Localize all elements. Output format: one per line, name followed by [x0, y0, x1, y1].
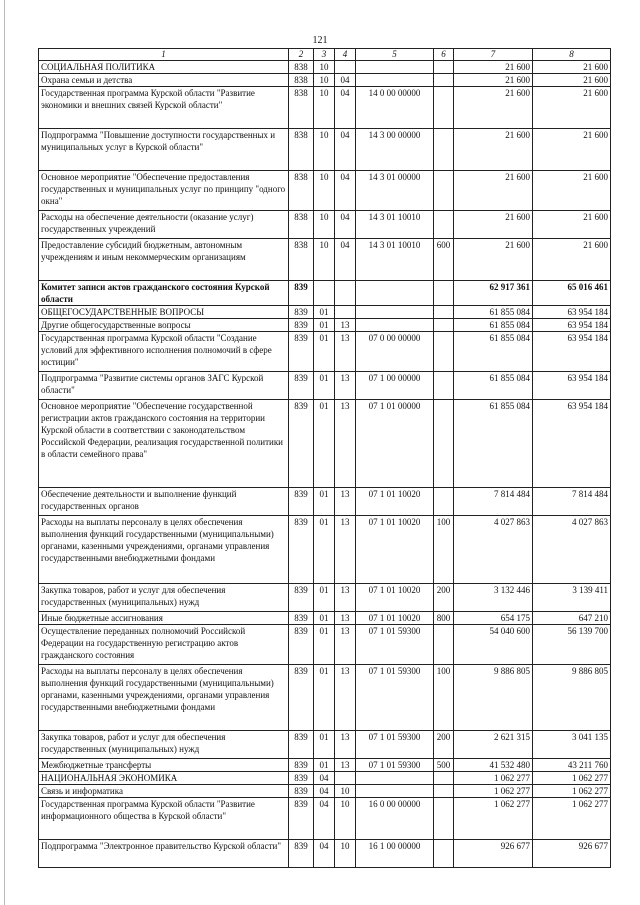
table-row — [39, 211, 611, 239]
table-row — [39, 400, 611, 488]
expense-type-cell — [434, 372, 454, 400]
table-row — [39, 306, 611, 319]
amount-year1-cell: 41 532 480 — [454, 759, 533, 772]
row-name-cell: Основное мероприятие "Обеспечение государственной регистрации актов гражданского состояния на территории Курской области в соответствии с законодательством Российской Федерации, реализация государственной политики в области семейного права" — [39, 400, 289, 488]
subsection-code-cell: 13 — [335, 759, 356, 772]
expense-type-cell — [434, 400, 454, 488]
amount-year1-cell: 21 600 — [454, 129, 533, 171]
amount-year2-cell: 1 062 277 — [533, 785, 611, 798]
subsection-code-cell: 04 — [335, 129, 356, 171]
amount-year2-cell: 63 954 184 — [533, 400, 611, 488]
row-name-cell: ОБЩЕГОСУДАРСТВЕННЫЕ ВОПРОСЫ — [39, 306, 289, 319]
ministry-code-cell: 838 — [289, 61, 314, 74]
amount-year1-cell: 54 040 600 — [454, 625, 533, 665]
row-name-cell: Другие общегосударственные вопросы — [39, 319, 289, 332]
table-row — [39, 584, 611, 612]
row-name-cell: Комитет записи актов гражданского состояния Курской области — [39, 281, 289, 306]
subsection-code-cell: 13 — [335, 665, 356, 731]
subsection-code-cell — [335, 306, 356, 319]
row-name-cell: Подпрограмма "Повышение доступности государственных и муниципальных услуг в Курской области" — [39, 129, 289, 171]
target-article-cell: 14 0 00 00000 — [356, 87, 434, 129]
target-article-cell — [356, 61, 434, 74]
ministry-code-cell: 839 — [289, 516, 314, 584]
subsection-code-cell: 13 — [335, 372, 356, 400]
subsection-code-cell: 13 — [335, 400, 356, 488]
expense-type-cell — [434, 772, 454, 785]
target-article-cell — [356, 772, 434, 785]
target-article-cell: 07 1 01 59300 — [356, 665, 434, 731]
row-name-cell: Подпрограмма "Электронное правительство Курской области" — [39, 840, 289, 868]
ministry-code-cell: 839 — [289, 332, 314, 372]
table-row — [39, 488, 611, 516]
row-name-cell: Межбюджетные трансферты — [39, 759, 289, 772]
ministry-code-cell: 839 — [289, 306, 314, 319]
section-code-cell: 01 — [314, 372, 335, 400]
table-row — [39, 625, 611, 665]
amount-year1-cell: 61 855 084 — [454, 332, 533, 372]
subsection-code-cell: 13 — [335, 488, 356, 516]
target-article-cell: 07 0 00 00000 — [356, 332, 434, 372]
header-cell: 7 — [454, 49, 533, 61]
expense-type-cell — [434, 625, 454, 665]
amount-year1-cell: 61 855 084 — [454, 319, 533, 332]
ministry-code-cell: 839 — [289, 281, 314, 306]
target-article-cell — [356, 319, 434, 332]
expense-type-cell: 200 — [434, 731, 454, 759]
section-code-cell: 04 — [314, 772, 335, 785]
ministry-code-cell: 838 — [289, 211, 314, 239]
ministry-code-cell: 838 — [289, 239, 314, 281]
row-name-cell: Предоставление субсидий бюджетным, автономным учреждениям и иным некоммерческим организациям — [39, 239, 289, 281]
expense-type-cell — [434, 61, 454, 74]
target-article-cell: 07 1 01 10020 — [356, 516, 434, 584]
section-code-cell: 10 — [314, 87, 335, 129]
subsection-code-cell — [335, 772, 356, 785]
table-row — [39, 239, 611, 281]
target-article-cell: 16 0 00 00000 — [356, 798, 434, 840]
expense-type-cell — [434, 840, 454, 868]
amount-year2-cell: 7 814 484 — [533, 488, 611, 516]
amount-year2-cell: 1 062 277 — [533, 798, 611, 840]
amount-year1-cell: 61 855 084 — [454, 306, 533, 319]
target-article-cell: 14 3 01 00000 — [356, 171, 434, 211]
amount-year1-cell: 1 062 277 — [454, 772, 533, 785]
section-code-cell: 01 — [314, 625, 335, 665]
ministry-code-cell: 839 — [289, 798, 314, 840]
subsection-code-cell — [335, 61, 356, 74]
subsection-code-cell: 13 — [335, 625, 356, 665]
row-name-cell: Государственная программа Курской области "Развитие экономики и внешних связей Курской области" — [39, 87, 289, 129]
row-name-cell: Закупка товаров, работ и услуг для обеспечения государственных (муниципальных) нужд — [39, 731, 289, 759]
table-row — [39, 332, 611, 372]
table-row — [39, 612, 611, 625]
target-article-cell: 14 3 00 00000 — [356, 129, 434, 171]
amount-year1-cell: 1 062 277 — [454, 785, 533, 798]
amount-year2-cell: 647 210 — [533, 612, 611, 625]
subsection-code-cell: 13 — [335, 731, 356, 759]
target-article-cell — [356, 306, 434, 319]
section-code-cell: 01 — [314, 488, 335, 516]
amount-year2-cell: 3 041 135 — [533, 731, 611, 759]
amount-year2-cell: 4 027 863 — [533, 516, 611, 584]
subsection-code-cell: 04 — [335, 171, 356, 211]
subsection-code-cell: 04 — [335, 211, 356, 239]
amount-year1-cell: 21 600 — [454, 171, 533, 211]
section-code-cell: 01 — [314, 759, 335, 772]
expense-type-cell: 100 — [434, 516, 454, 584]
table-row — [39, 798, 611, 840]
ministry-code-cell: 839 — [289, 625, 314, 665]
expense-type-cell — [434, 87, 454, 129]
target-article-cell: 07 1 01 10020 — [356, 612, 434, 625]
amount-year2-cell: 21 600 — [533, 61, 611, 74]
table-row — [39, 61, 611, 74]
section-code-cell: 01 — [314, 612, 335, 625]
table-row — [39, 129, 611, 171]
expense-type-cell — [434, 798, 454, 840]
section-code-cell: 10 — [314, 171, 335, 211]
subsection-code-cell: 13 — [335, 584, 356, 612]
row-name-cell: Основное мероприятие "Обеспечение предоставления государственных и муниципальных услуг по принципу "одного окна" — [39, 171, 289, 211]
row-name-cell: НАЦИОНАЛЬНАЯ ЭКОНОМИКА — [39, 772, 289, 785]
section-code-cell: 10 — [314, 74, 335, 87]
page-number: 121 — [312, 35, 328, 46]
row-name-cell: Расходы на обеспечение деятельности (оказание услуг) государственных учреждений — [39, 211, 289, 239]
expense-type-cell — [434, 332, 454, 372]
target-article-cell: 07 1 01 10020 — [356, 488, 434, 516]
amount-year1-cell: 9 886 805 — [454, 665, 533, 731]
ministry-code-cell: 839 — [289, 488, 314, 516]
amount-year2-cell: 926 677 — [533, 840, 611, 868]
amount-year1-cell: 21 600 — [454, 239, 533, 281]
section-code-cell: 01 — [314, 731, 335, 759]
amount-year2-cell: 21 600 — [533, 129, 611, 171]
section-code-cell — [314, 281, 335, 306]
ministry-code-cell: 839 — [289, 785, 314, 798]
table-row — [39, 759, 611, 772]
target-article-cell: 07 1 00 00000 — [356, 372, 434, 400]
ministry-code-cell: 839 — [289, 372, 314, 400]
section-code-cell: 01 — [314, 665, 335, 731]
table-row — [39, 772, 611, 785]
table-row — [39, 171, 611, 211]
target-article-cell: 07 1 01 10020 — [356, 584, 434, 612]
amount-year2-cell: 1 062 277 — [533, 772, 611, 785]
expense-type-cell: 200 — [434, 584, 454, 612]
table-row — [39, 731, 611, 759]
table-row — [39, 372, 611, 400]
section-code-cell: 10 — [314, 61, 335, 74]
target-article-cell: 07 1 01 59300 — [356, 731, 434, 759]
header-cell: 4 — [335, 49, 356, 61]
section-code-cell: 04 — [314, 840, 335, 868]
amount-year2-cell: 21 600 — [533, 211, 611, 239]
target-article-cell: 14 3 01 10010 — [356, 211, 434, 239]
amount-year1-cell: 1 062 277 — [454, 798, 533, 840]
subsection-code-cell: 10 — [335, 840, 356, 868]
header-cell: 1 — [39, 49, 289, 61]
target-article-cell — [356, 785, 434, 798]
section-code-cell: 10 — [314, 239, 335, 281]
header-cell: 5 — [356, 49, 434, 61]
section-code-cell: 04 — [314, 798, 335, 840]
amount-year1-cell: 62 917 361 — [454, 281, 533, 306]
expense-type-cell — [434, 171, 454, 211]
expense-type-cell: 800 — [434, 612, 454, 625]
expense-type-cell: 600 — [434, 239, 454, 281]
target-article-cell: 14 3 01 10010 — [356, 239, 434, 281]
row-name-cell: Расходы на выплаты персоналу в целях обеспечения выполнения функций государственными (муниципальными) органами, казенными учреждениями, органами управления государственными внебюджетными фондами — [39, 516, 289, 584]
row-name-cell: Расходы на выплаты персоналу в целях обеспечения выполнения функций государственными (муниципальными) органами, казенными учреждениями, органами управления государственными внебюджетными фондами — [39, 665, 289, 731]
header-cell: 3 — [314, 49, 335, 61]
subsection-code-cell: 13 — [335, 516, 356, 584]
scan-edge-line — [4, 0, 5, 905]
row-name-cell: Охрана семьи и детства — [39, 74, 289, 87]
ministry-code-cell: 838 — [289, 87, 314, 129]
ministry-code-cell: 839 — [289, 731, 314, 759]
amount-year2-cell: 63 954 184 — [533, 319, 611, 332]
amount-year2-cell: 56 139 700 — [533, 625, 611, 665]
amount-year2-cell: 21 600 — [533, 171, 611, 211]
row-name-cell: Обеспечение деятельности и выполнение функций государственных органов — [39, 488, 289, 516]
target-article-cell — [356, 74, 434, 87]
amount-year2-cell: 63 954 184 — [533, 332, 611, 372]
ministry-code-cell: 839 — [289, 612, 314, 625]
ministry-code-cell: 839 — [289, 840, 314, 868]
ministry-code-cell: 838 — [289, 171, 314, 211]
amount-year1-cell: 61 855 084 — [454, 372, 533, 400]
header-cell: 8 — [533, 49, 611, 61]
amount-year2-cell: 21 600 — [533, 87, 611, 129]
header-cell: 2 — [289, 49, 314, 61]
subsection-code-cell — [335, 281, 356, 306]
expense-type-cell — [434, 281, 454, 306]
row-name-cell: Иные бюджетные ассигнования — [39, 612, 289, 625]
amount-year2-cell: 9 886 805 — [533, 665, 611, 731]
amount-year2-cell: 63 954 184 — [533, 372, 611, 400]
table-row — [39, 74, 611, 87]
target-article-cell: 07 1 01 59300 — [356, 625, 434, 665]
amount-year1-cell: 7 814 484 — [454, 488, 533, 516]
amount-year1-cell: 3 132 446 — [454, 584, 533, 612]
section-code-cell: 01 — [314, 332, 335, 372]
row-name-cell: Подпрограмма "Развитие системы органов ЗАГС Курской области" — [39, 372, 289, 400]
row-name-cell: Закупка товаров, работ и услуг для обеспечения государственных (муниципальных) нужд — [39, 584, 289, 612]
row-name-cell: Государственная программа Курской области "Создание условий для эффективного исполнения полномочий в сфере юстиции" — [39, 332, 289, 372]
table-row — [39, 840, 611, 868]
amount-year1-cell: 61 855 084 — [454, 400, 533, 488]
row-name-cell: СОЦИАЛЬНАЯ ПОЛИТИКА — [39, 61, 289, 74]
amount-year1-cell: 926 677 — [454, 840, 533, 868]
subsection-code-cell: 04 — [335, 74, 356, 87]
table-row — [39, 665, 611, 731]
table-row — [39, 319, 611, 332]
section-code-cell: 01 — [314, 400, 335, 488]
table-row — [39, 281, 611, 306]
section-code-cell: 10 — [314, 211, 335, 239]
amount-year2-cell: 65 016 461 — [533, 281, 611, 306]
table-header-row — [39, 49, 611, 61]
amount-year1-cell: 21 600 — [454, 74, 533, 87]
amount-year2-cell: 21 600 — [533, 239, 611, 281]
amount-year1-cell: 21 600 — [454, 211, 533, 239]
ministry-code-cell: 839 — [289, 665, 314, 731]
subsection-code-cell: 04 — [335, 239, 356, 281]
amount-year2-cell: 21 600 — [533, 74, 611, 87]
budget-table — [38, 48, 611, 868]
subsection-code-cell: 04 — [335, 87, 356, 129]
ministry-code-cell: 838 — [289, 74, 314, 87]
expense-type-cell — [434, 306, 454, 319]
subsection-code-cell: 13 — [335, 612, 356, 625]
amount-year2-cell: 43 211 760 — [533, 759, 611, 772]
amount-year1-cell: 21 600 — [454, 61, 533, 74]
ministry-code-cell: 839 — [289, 772, 314, 785]
section-code-cell: 10 — [314, 129, 335, 171]
subsection-code-cell: 10 — [335, 798, 356, 840]
target-article-cell — [356, 281, 434, 306]
expense-type-cell: 500 — [434, 759, 454, 772]
section-code-cell: 01 — [314, 306, 335, 319]
section-code-cell: 01 — [314, 516, 335, 584]
target-article-cell: 07 1 01 59300 — [356, 759, 434, 772]
target-article-cell: 16 1 00 00000 — [356, 840, 434, 868]
target-article-cell: 07 1 01 00000 — [356, 400, 434, 488]
row-name-cell: Осуществление переданных полномочий Российской Федерации на государственную регистрацию актов гражданского состояния — [39, 625, 289, 665]
ministry-code-cell: 839 — [289, 400, 314, 488]
table-row — [39, 516, 611, 584]
table-row — [39, 87, 611, 129]
section-code-cell: 01 — [314, 584, 335, 612]
amount-year2-cell: 3 139 411 — [533, 584, 611, 612]
row-name-cell: Связь и информатика — [39, 785, 289, 798]
section-code-cell: 01 — [314, 319, 335, 332]
row-name-cell: Государственная программа Курской области "Развитие информационного общества в Курской области" — [39, 798, 289, 840]
expense-type-cell — [434, 488, 454, 516]
expense-type-cell — [434, 129, 454, 171]
subsection-code-cell: 13 — [335, 319, 356, 332]
expense-type-cell — [434, 319, 454, 332]
subsection-code-cell: 10 — [335, 785, 356, 798]
ministry-code-cell: 839 — [289, 759, 314, 772]
header-cell: 6 — [434, 49, 454, 61]
table-row — [39, 785, 611, 798]
subsection-code-cell: 13 — [335, 332, 356, 372]
ministry-code-cell: 838 — [289, 129, 314, 171]
ministry-code-cell: 839 — [289, 319, 314, 332]
amount-year1-cell: 654 175 — [454, 612, 533, 625]
expense-type-cell — [434, 211, 454, 239]
section-code-cell: 04 — [314, 785, 335, 798]
expense-type-cell: 100 — [434, 665, 454, 731]
amount-year1-cell: 4 027 863 — [454, 516, 533, 584]
amount-year1-cell: 2 621 315 — [454, 731, 533, 759]
amount-year1-cell: 21 600 — [454, 87, 533, 129]
amount-year2-cell: 63 954 184 — [533, 306, 611, 319]
ministry-code-cell: 839 — [289, 584, 314, 612]
expense-type-cell — [434, 74, 454, 87]
expense-type-cell — [434, 785, 454, 798]
